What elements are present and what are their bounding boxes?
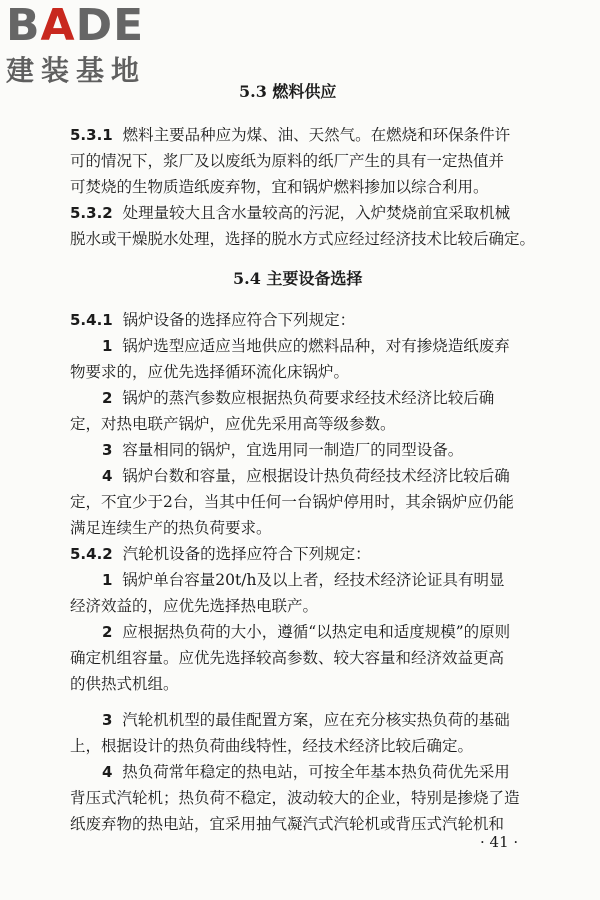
list-item-4: 4 热负荷常年稳定的热电站，可按全年基本热负荷优先采用	[102, 763, 510, 781]
paragraph-line: 脱水或干燥脱水处理，选择的脱水方式应经过经济技术比较后确定。	[70, 230, 536, 248]
clause-5-3-1: 5.3.1 燃料主要品种应为煤、油、天然气。在燃烧和环保条件许	[70, 126, 511, 144]
paragraph-line: 可焚烧的生物质造纸废弃物，宜和锅炉燃料掺加以综合利用。	[70, 178, 489, 196]
section-title-5-4: 5.4 主要设备选择	[233, 269, 363, 288]
paragraph-line: 经济效益的，应优先选择热电联产。	[70, 597, 319, 615]
logo-subtitle: 建装基地	[6, 54, 147, 87]
list-item-3: 3 汽轮机机型的最佳配置方案，应在充分核实热负荷的基础	[102, 711, 510, 729]
list-item-1: 1 锅炉选型应适应当地供应的燃料品种，对有掺烧造纸废弃	[102, 337, 510, 355]
list-item-3: 3 容量相同的锅炉，宜选用同一制造厂的同型设备。	[102, 441, 464, 459]
page-number: · 41 ·	[480, 833, 519, 851]
paragraph-line: 物要求的，应优先选择循环流化床锅炉。	[70, 363, 350, 381]
paragraph-line: 上，根据设计的热负荷曲线特性，经技术经济比较后确定。	[70, 737, 474, 755]
paragraph-line: 背压式汽轮机；热负荷不稳定，波动较大的企业，特别是掺烧了造	[70, 789, 520, 807]
bade-logo	[6, 2, 176, 86]
paragraph-line: 定，不宜少于2台，当其中任何一台锅炉停用时，其余锅炉应仍能	[70, 493, 514, 511]
clause-5-3-2: 5.3.2 处理量较大且含水量较高的污泥，入炉焚烧前宜采取机械	[70, 204, 511, 222]
list-item-2: 2 锅炉的蒸汽参数应根据热负荷要求经技术经济比较后确	[102, 389, 495, 407]
paragraph-line: 纸废弃物的热电站，宜采用抽气凝汽式汽轮机或背压式汽轮机和	[70, 815, 505, 833]
logo-wordmark: BADE	[6, 0, 145, 51]
paragraph-line: 确定机组容量。应优先选择较高参数、较大容量和经济效益更高	[70, 649, 505, 667]
paragraph-line: 的供热式机组。	[70, 675, 179, 693]
paragraph-line: 可的情况下，浆厂及以废纸为原料的纸厂产生的具有一定热值并	[70, 152, 505, 170]
list-item-2: 2 应根据热负荷的大小，遵循“以热定电和适度规模”的原则	[102, 623, 511, 641]
section-title-5-3: 5.3 燃料供应	[239, 82, 337, 101]
list-item-4: 4 锅炉台数和容量，应根据设计热负荷经技术经济比较后确	[102, 467, 510, 485]
list-item-1: 1 锅炉单台容量20t/h及以上者，经技术经济论证具有明显	[102, 571, 505, 589]
paragraph-line: 满足连续生产的热负荷要求。	[70, 519, 272, 537]
paragraph-line: 定，对热电联产锅炉，应优先采用高等级参数。	[70, 415, 396, 433]
clause-5-4-2: 5.4.2 汽轮机设备的选择应符合下列规定：	[70, 545, 371, 563]
clause-5-4-1: 5.4.1 锅炉设备的选择应符合下列规定：	[70, 311, 356, 329]
